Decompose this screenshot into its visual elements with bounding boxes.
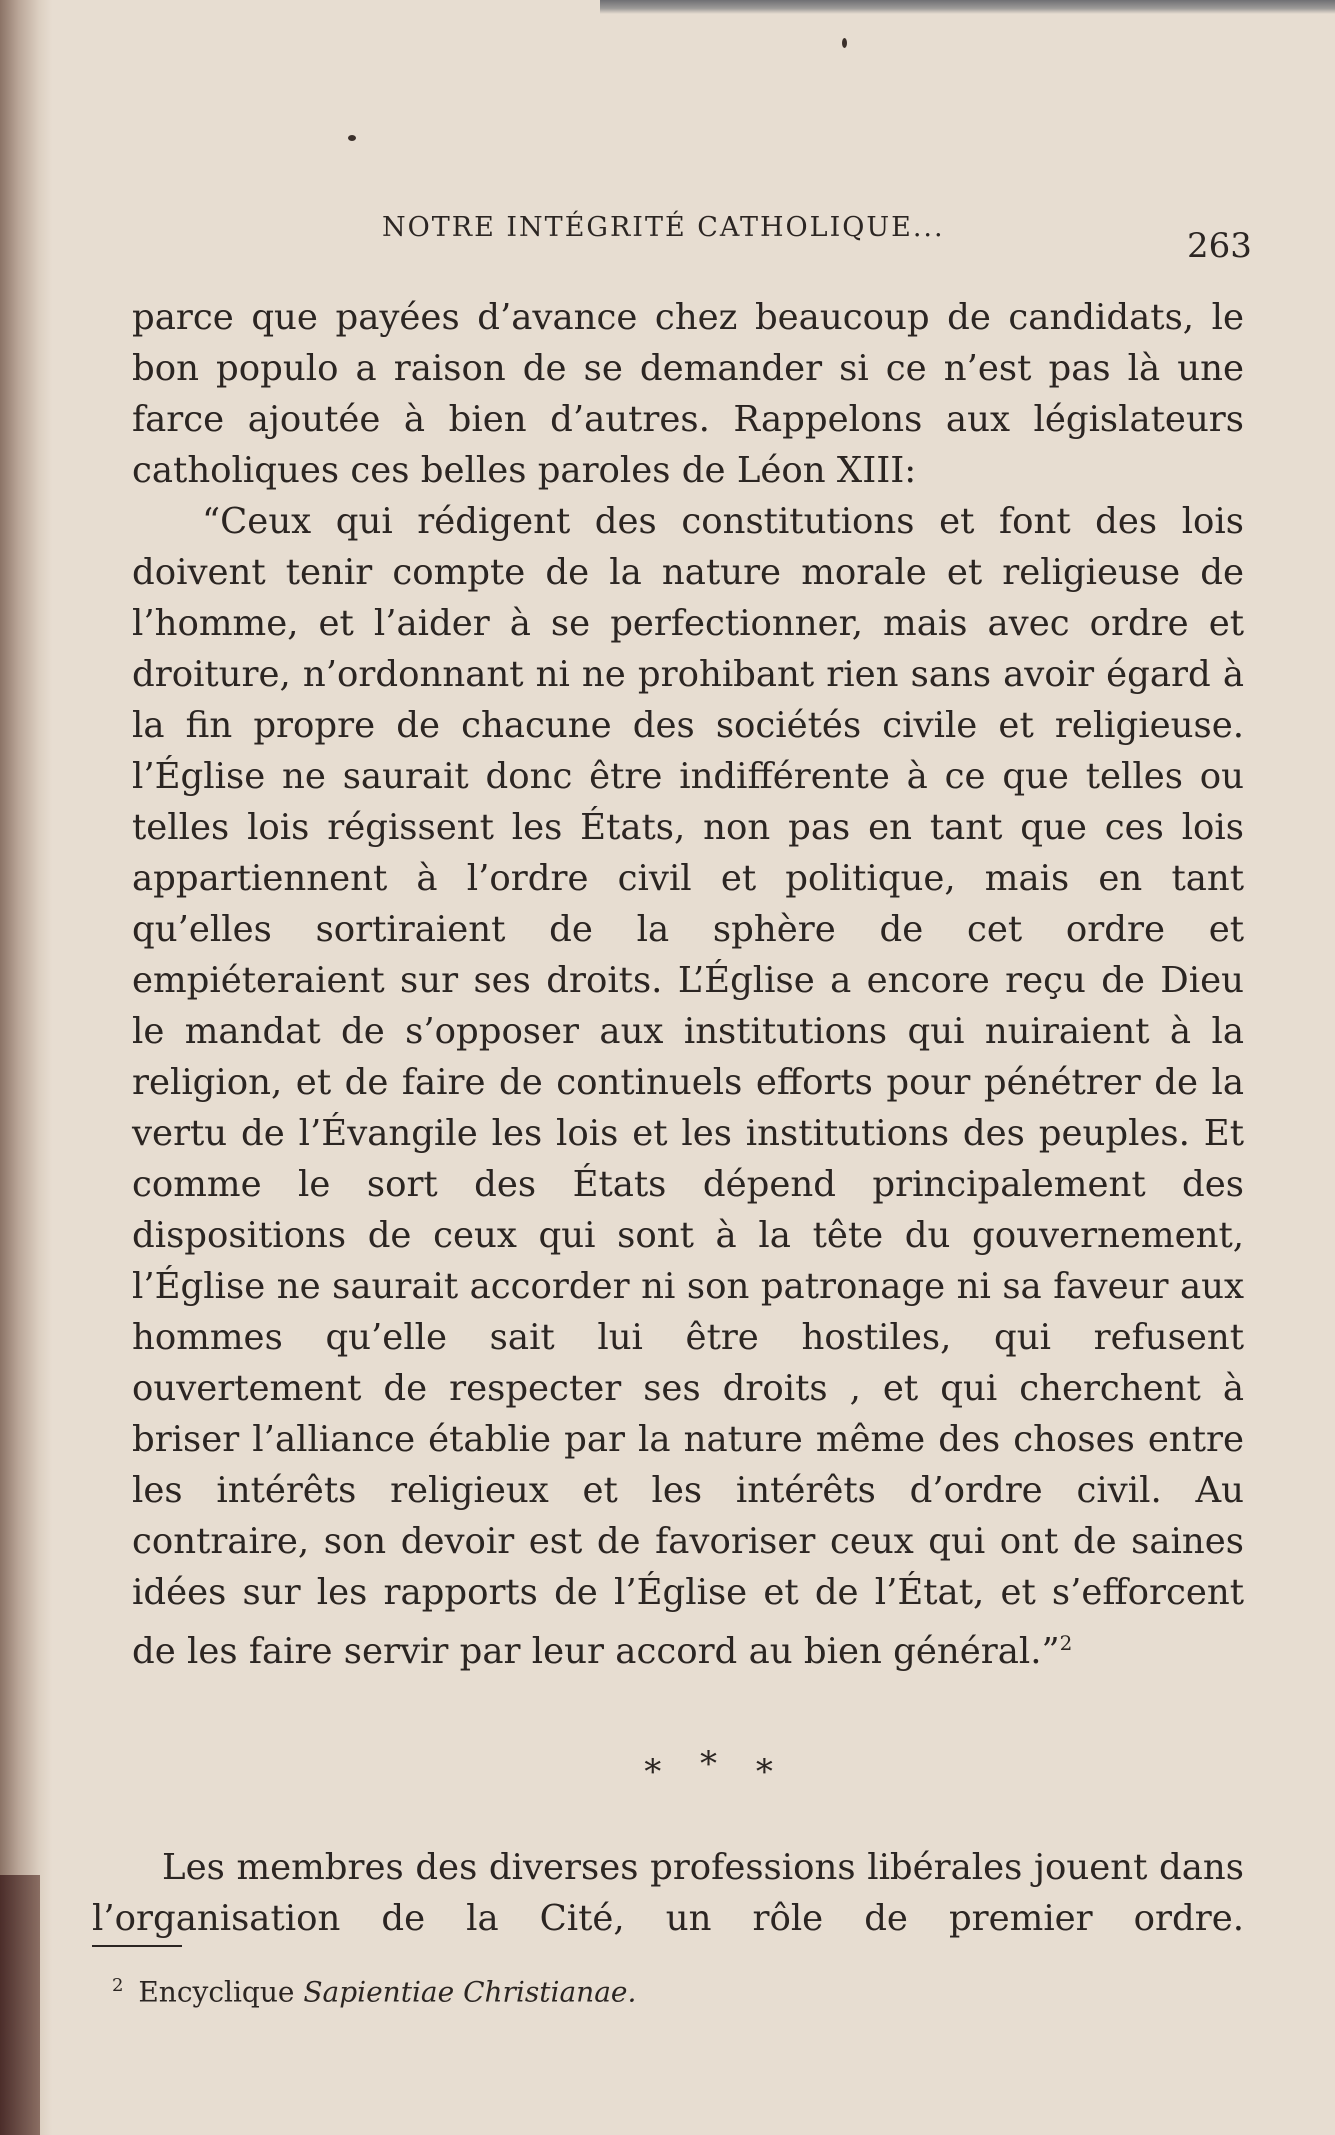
paragraph-professions: Les membres des diverses professions libérales jouent dans l’organisation de la Cité, un rôle de premier ordre.	[92, 1847, 1244, 1939]
page-content	[52, 0, 1335, 2135]
paragraph-quote	[132, 496, 1244, 1677]
footnote-title: Sapientiae Christianae.	[303, 1975, 637, 2009]
running-header: NOTRE INTÉGRITÉ CATHOLIQUE...	[382, 212, 945, 243]
separator-star: *	[755, 1752, 773, 1792]
separator-star: *	[644, 1752, 662, 1792]
separator-star: *	[700, 1744, 717, 1784]
quote-text: “Ceux qui rédigent des constitutions et font des lois doivent tenir compte de la nature morale et religieuse de l’homme, et l’aider à se perfectionner, mais avec ordre et droiture, n’ordonnant ni ne prohibant rien sans avoir égard à la fin propre de chacune des sociétés civile et religieuse. l’Église ne saurait donc être indifférente à ce que telles ou telles lois régissent les États, non pas en tant que ces lois appartiennent à l’ordre civil et politique, mais en tant qu’elles sortiraient de la sphère de cet ordre et empiéteraient sur ses droits. L’Église a encore reçu de Dieu le mandat de s’opposer aux institutions qui nuiraient à la religion, et de faire de continuels efforts pour pénétrer de la vertu de l’Évangile les lois et les institutions des peuples. Et comme le sort des États dépend principalement des dispositions de ceux qui sont à la tête du gouvernement, l’Église ne saurait accorder ni son patronage ni sa faveur aux hommes qu’elle sait lui être hostiles, qui refusent ouvertement de respecter ses droits , et qui cherchent à briser l’alliance établie par la nature même des choses entre les intérêts religieux et les intérêts d’ordre civil. Au contraire, son devoir est de favoriser ceux qui ont de saines idées sur les rapports de l’Église et de l’État, et s’efforcent de les faire servir par leur accord au bien général.”	[132, 501, 1244, 1672]
page-number: 263	[1187, 226, 1252, 266]
footnote	[112, 1975, 636, 2008]
book-gutter-shadow	[0, 0, 52, 2135]
footnote-rule	[92, 1945, 182, 1947]
main-text	[132, 292, 1244, 1677]
book-bottom-edge	[0, 1875, 40, 2135]
paragraph-intro: parce que payées d’avance chez beaucoup de candidats, le bon populo a raison de se demander si ce n’est pas là une farce ajoutée à bien d’autres. Rappelons aux législateurs catholiques ces belles paroles de Léon XIII:	[132, 297, 1244, 491]
ink-speck	[348, 135, 356, 141]
footnote-reference: 2	[1059, 1631, 1073, 1655]
footnote-number: 2	[112, 1975, 124, 1996]
ink-speck	[842, 38, 847, 48]
footnote-prefix: Encyclique	[138, 1975, 295, 2009]
section-separator	[52, 1744, 1335, 1792]
